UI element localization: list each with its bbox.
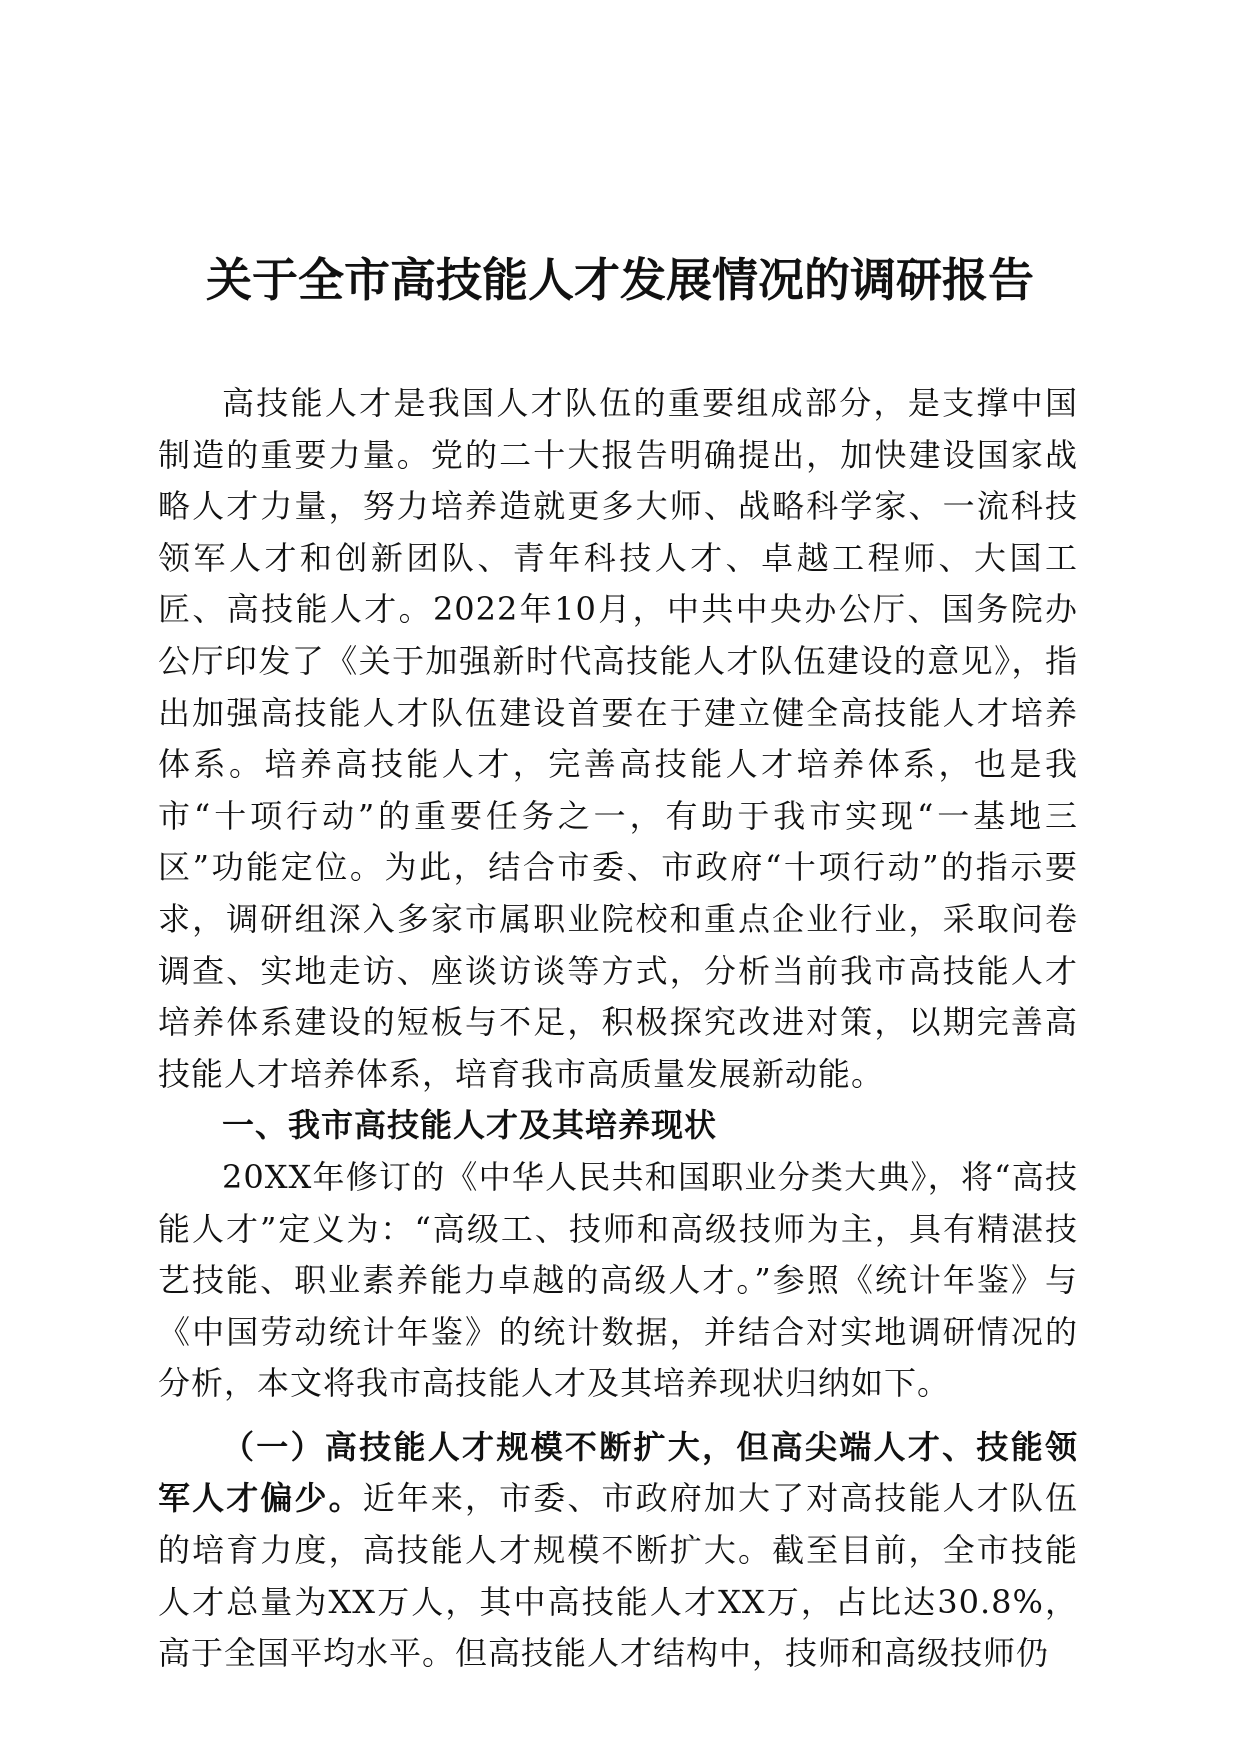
subsection-1-paragraph <box>158 1422 1078 1680</box>
subsection-1-lead: （一）高技能人才规模不断扩大，但高尖端人才、技能领军人才偏少。 <box>158 1427 1078 1518</box>
subsection-1-body: 近年来，市委、市政府加大了对高技能人才队伍的培育力度，高技能人才规模不断扩大。截至目前，全市技能人才总量为XX万人，其中高技能人才XX万，占比达30.8%，高于全国平均水平。但高技能人才结构中，技师和高级技师仍 <box>158 1479 1078 1673</box>
document-body <box>158 378 1078 1680</box>
intro-paragraph: 高技能人才是我国人才队伍的重要组成部分，是支撑中国制造的重要力量。党的二十大报告明确提出，加快建设国家战略人才力量，努力培养造就更多大师、战略科学家、一流科技领军人才和创新团队、青年科技人才、卓越工程师、大国工匠、高技能人才。2022年10月，中共中央办公厅、国务院办公厅印发了《关于加强新时代高技能人才队伍建设的意见》，指出加强高技能人才队伍建设首要在于建立健全高技能人才培养体系。培养高技能人才，完善高技能人才培养体系，也是我市“十项行动”的重要任务之一，有助于我市实现“一基地三区”功能定位。为此，结合市委、市政府“十项行动”的指示要求，调研组深入多家市属职业院校和重点企业行业，采取问卷调查、实地走访、座谈访谈等方式，分析当前我市高技能人才培养体系建设的短板与不足，积极探究改进对策，以期完善高技能人才培养体系，培育我市高质量发展新动能。 <box>158 384 1078 1093</box>
section-heading-1: 一、我市高技能人才及其培养现状 <box>222 1106 718 1145</box>
document-title: 关于全市高技能人才发展情况的调研报告 <box>206 253 1034 307</box>
section-1-paragraph: 20XX年修订的《中华人民共和国职业分类大典》，将“高技能人才”定义为：“高级工、技师和高级技师为主，具有精湛技艺技能、职业素养能力卓越的高级人才。”参照《统计年鉴》与《中国劳动统计年鉴》的统计数据，并结合对实地调研情况的分析，本文将我市高技能人才及其培养现状归纳如下。 <box>158 1157 1078 1403</box>
